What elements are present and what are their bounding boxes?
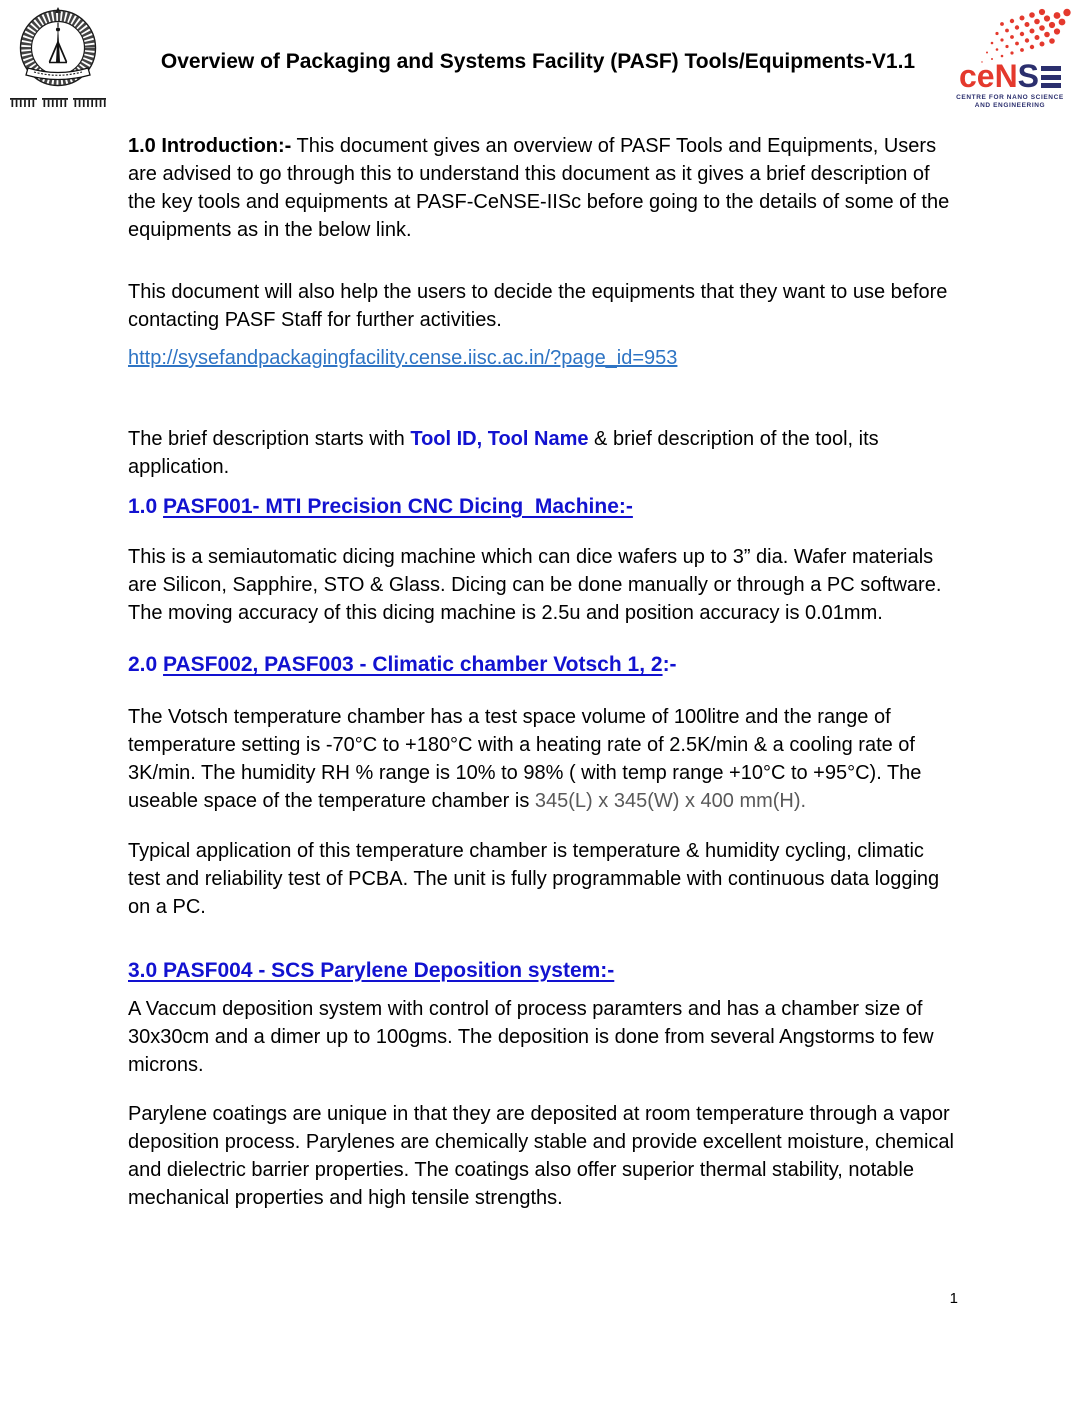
- iisc-emblem-icon: [8, 6, 108, 90]
- section3-heading: [128, 957, 958, 985]
- section2-body-1: [128, 703, 958, 815]
- section2-heading-title: PASF002, PASF003 - Climatic chamber Votsch 1, 2: [163, 653, 663, 676]
- section3-body-2: Parylene coatings are unique in that they are deposited at room temperature through a vapor deposition process. Parylenes are chemically stable and provide excellent moisture, chemical and dielectric barrier properties. The coatings also offer superior thermal stability, notable mechanical properties and high tensile strengths.: [128, 1103, 960, 1209]
- section1-heading-number: 1.0: [128, 495, 164, 518]
- cense-word-navy: S: [1017, 58, 1040, 94]
- cense-dots-graphic: [948, 8, 1072, 64]
- facility-link[interactable]: http://sysefandpackagingfacility.cense.iisc.ac.in/?page_id=953: [128, 347, 678, 369]
- section1-heading-title: PASF001- MTI Precision CNC Dicing Machine:-: [163, 495, 633, 518]
- cense-logo: [948, 8, 1072, 110]
- cense-tagline: [948, 94, 1072, 110]
- brief-highlight: Tool ID, Tool Name: [410, 428, 589, 450]
- section2-body-main: The Votsch temperature chamber has a test space volume of 100litre and the range of temperature setting is -70°C to +180°C with a heating rate of 2.5K/min & a cooling rate of 3K/min. The humidity RH % range is 10% to 98% ( with temp range +10°C to +95°C). The useable space of the temperature chamber is: [128, 706, 927, 812]
- cense-tagline-line2: AND ENGINEERING: [974, 102, 1046, 109]
- cense-e-glyph-icon: [1041, 66, 1061, 88]
- section2-body-dimensions: 345(L) x 345(W) x 400 mm(H).: [534, 790, 807, 812]
- intro-text: This document gives an overview of PASF Tools and Equipments, Users are advised to go through this to understand this document as it gives a brief description of the key tools and equipments at PASF-CeNSE-IISc before going to the details of some of the equipments as in the below link.: [128, 135, 955, 241]
- brief-pre: The brief description starts with: [128, 428, 411, 450]
- brief-post: & brief description of the tool, its application.: [128, 428, 885, 478]
- iisc-hindi-text: [106, 95, 107, 96]
- page-number: 1: [949, 1290, 958, 1307]
- section3-heading-title: 3.0 PASF004 - SCS Parylene Deposition system:-: [128, 959, 615, 982]
- link-line: [128, 344, 958, 372]
- intro-paragraph: [128, 132, 958, 244]
- section3-body-1: A Vaccum deposition system with control of process paramters and has a chamber size of 30x30cm and a dimer up to 100gms. The deposition is done from several Angstorms to few microns.: [128, 998, 940, 1076]
- section2-heading: [128, 651, 958, 679]
- page-title: Overview of Packaging and Systems Facility (PASF) Tools/Equipments-V1.1: [160, 50, 916, 73]
- section2-heading-number: 2.0: [128, 653, 164, 676]
- intro-lead: 1.0 Introduction:-: [128, 135, 292, 157]
- iisc-hindi-text-graphic: [10, 96, 106, 109]
- section2-heading-suffix: :-: [662, 653, 677, 676]
- cense-tagline-line1: CENTRE FOR NANO SCIENCE: [956, 94, 1064, 101]
- section2-body-2: Typical application of this temperature chamber is temperature & humidity cycling, climatic test and reliability test of PCBA. The unit is fully programmable with continuous data logging on a PC.: [128, 840, 945, 918]
- cense-wordmark: [948, 58, 1072, 94]
- section1-heading: [128, 493, 958, 521]
- iisc-logo: [8, 6, 108, 114]
- cense-word-red: ceN: [958, 58, 1018, 94]
- section1-body: This is a semiautomatic dicing machine which can dice wafers up to 3” dia. Wafer materials are Silicon, Sapphire, STO & Glass. Dicing can be done manually or through a PC software. The moving accuracy of this dicing machine is 2.5u and position accuracy is 0.01mm.: [128, 546, 947, 624]
- brief-description-line: [128, 425, 958, 481]
- help-paragraph: This document will also help the users to decide the equipments that they want to use before contacting PASF Staff for further activities.: [128, 281, 953, 331]
